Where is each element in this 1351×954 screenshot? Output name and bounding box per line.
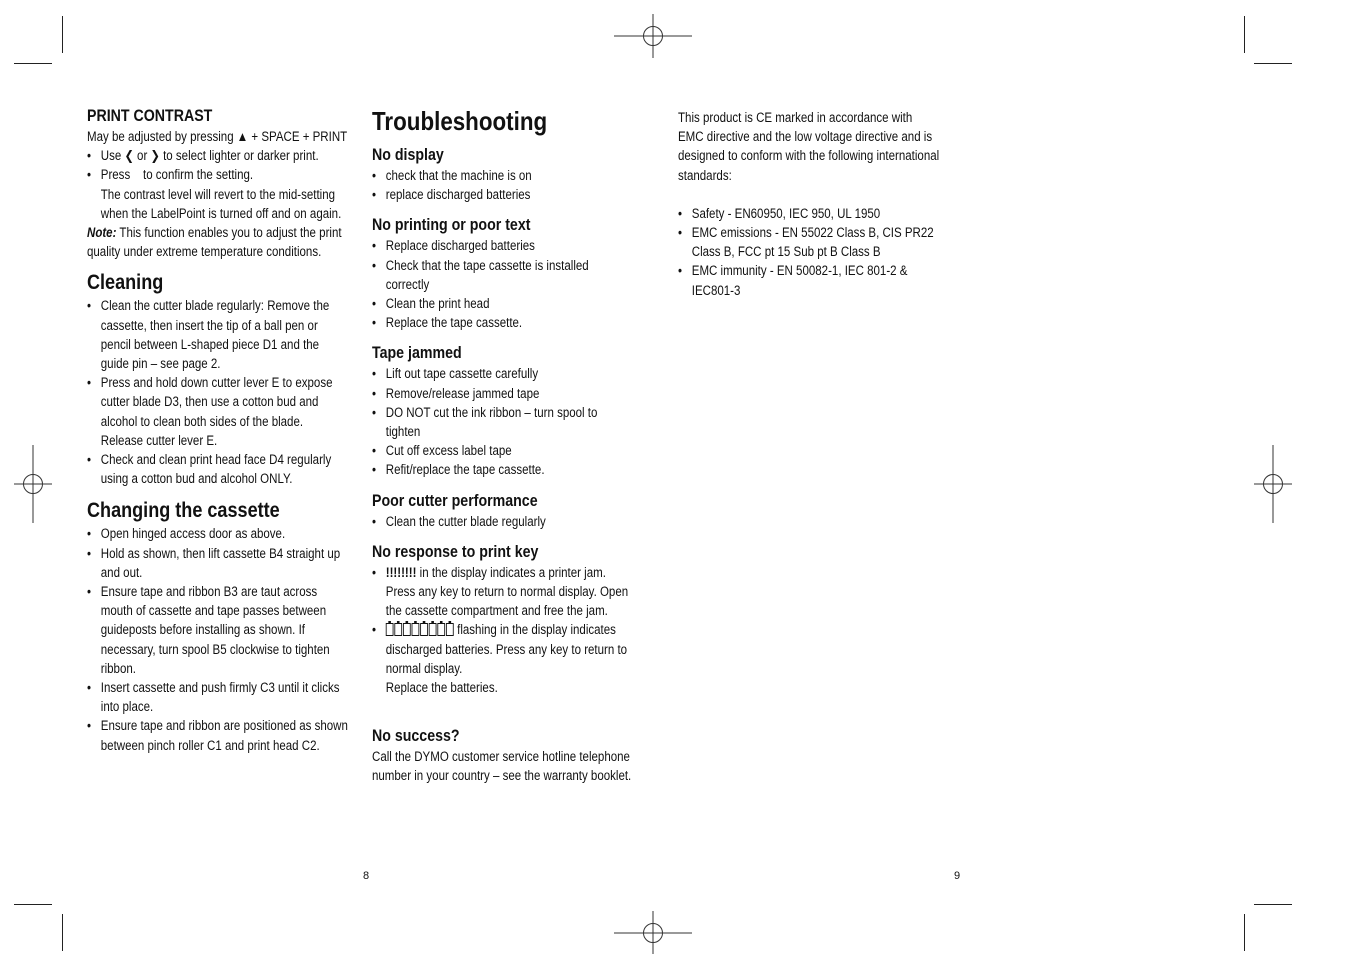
no-response-list <box>372 563 633 697</box>
no-display-heading: No display <box>372 146 444 164</box>
list-item: • Press to confirm the setting. The contrast level will revert to the mid-setting when the LabelPoint is turned off and on again. <box>87 165 348 223</box>
right-column <box>678 108 940 300</box>
print-contrast-note: Note: This function enables you to adjust the print quality under extreme temperature conditions. <box>87 225 342 260</box>
list-item: • Ensure tape and ribbon B3 are taut across mouth of cassette and tape passes between guideposts before installing as shown. If necessary, turn spool B5 clockwise to tighten ribbon. <box>87 582 348 678</box>
list-item: • flashing in the display indicates discharged batteries. Press any key to return to normal display. Replace the batteries. <box>372 620 633 697</box>
print-contrast-list <box>87 146 348 223</box>
list-item: • Insert cassette and push firmly C3 until it clicks into place. <box>87 678 348 716</box>
list-item: • check that the machine is on <box>372 166 633 185</box>
page-number-left: 8 <box>363 870 370 882</box>
print-contrast-intro: May be adjusted by pressing ▲ + SPACE + PRINT <box>87 129 348 144</box>
battery-icon <box>429 623 437 636</box>
battery-icon <box>403 623 411 636</box>
no-success-text: Call the DYMO customer service hotline telephone number in your country – see the warranty booklet. <box>372 749 632 784</box>
no-response-heading: No response to print key <box>372 542 539 561</box>
battery-icons <box>386 623 454 636</box>
note-label: Note: <box>87 225 117 241</box>
no-success-heading: No success? <box>372 727 460 746</box>
list-item: • Safety - EN60950, IEC 950, UL 1950 <box>678 204 939 223</box>
list-item: • Clean the cutter blade regularly <box>372 512 633 531</box>
middle-column <box>372 106 634 786</box>
troubleshooting-title: Troubleshooting <box>372 106 548 136</box>
list-item: • Clean the cutter blade regularly: Remove the cassette, then insert the tip of a ball pen or pencil between L-shaped piece D1 and the guide pin – see page 2. <box>87 296 348 373</box>
no-display-list <box>372 166 633 204</box>
battery-icon <box>394 623 402 636</box>
list-item: • EMC emissions - EN 55022 Class B, CIS PR22 Class B, FCC pt 15 Sub pt B Class B <box>678 223 939 261</box>
registration-mark-right <box>1254 445 1292 523</box>
list-item: • Check and clean print head face D4 regularly using a cotton bud and alcohol ONLY. <box>87 450 348 488</box>
list-item: • Replace the tape cassette. <box>372 313 633 332</box>
list-item: • Clean the print head <box>372 294 633 313</box>
battery-icon <box>420 623 428 636</box>
list-item: • Check that the tape cassette is installed correctly <box>372 256 633 294</box>
list-item: • Hold as shown, then lift cassette B4 straight up and out. <box>87 544 348 582</box>
list-item: • DO NOT cut the ink ribbon – turn spool to tighten <box>372 403 633 441</box>
battery-icon <box>412 623 420 636</box>
battery-icon <box>446 623 454 636</box>
list-item: • Open hinged access door as above. <box>87 524 348 543</box>
printer-jam-indicator: !!!!!!!! <box>385 564 417 580</box>
list-item: • Lift out tape cassette carefully <box>372 364 633 383</box>
list-item: • Remove/release jammed tape <box>372 384 633 403</box>
ce-intro: This product is CE marked in accordance with EMC directive and the low voltage directive and is designed to conform with the following international standards: <box>678 110 940 183</box>
arrow-left-icon: ❮ <box>124 148 134 164</box>
changing-cassette-heading: Changing the cassette <box>87 499 280 523</box>
battery-icon <box>437 623 445 636</box>
print-contrast-heading: PRINT CONTRAST <box>87 107 213 125</box>
arrow-right-icon: ❯ <box>150 148 160 164</box>
registration-mark-top <box>614 14 692 58</box>
list-item: • replace discharged batteries <box>372 185 633 204</box>
no-printing-heading: No printing or poor text <box>372 216 531 235</box>
left-column <box>87 106 349 755</box>
tape-jammed-list <box>372 364 633 479</box>
poor-cutter-heading: Poor cutter performance <box>372 491 538 510</box>
registration-mark-left <box>14 445 52 523</box>
list-item: • Press and hold down cutter lever E to expose cutter blade D3, then use a cotton bud and alcohol to clean both sides of the blade. Release cutter lever E. <box>87 373 348 450</box>
list-item: • Ensure tape and ribbon are positioned as shown between pinch roller C1 and print head C2. <box>87 716 348 754</box>
list-item: • EMC immunity - EN 50082-1, IEC 801-2 & IEC801-3 <box>678 261 939 299</box>
list-item: • Replace discharged batteries <box>372 236 633 255</box>
cleaning-heading: Cleaning <box>87 271 164 295</box>
no-printing-list <box>372 236 633 332</box>
standards-list <box>678 204 939 300</box>
list-item: • Use ❮ or ❯ to select lighter or darker print. <box>87 146 348 165</box>
page-number-right: 9 <box>954 870 961 882</box>
battery-icon <box>386 623 394 636</box>
poor-cutter-list <box>372 512 633 531</box>
registration-mark-bottom <box>614 911 692 954</box>
list-item: • Refit/replace the tape cassette. <box>372 460 633 479</box>
tape-jammed-heading: Tape jammed <box>372 344 462 363</box>
cleaning-list <box>87 296 348 488</box>
list-item: • Cut off excess label tape <box>372 441 633 460</box>
changing-cassette-list <box>87 524 348 754</box>
list-item: • !!!!!!!! in the display indicates a printer jam. Press any key to return to normal display. Open the cassette compartment and free the jam. <box>372 563 633 621</box>
